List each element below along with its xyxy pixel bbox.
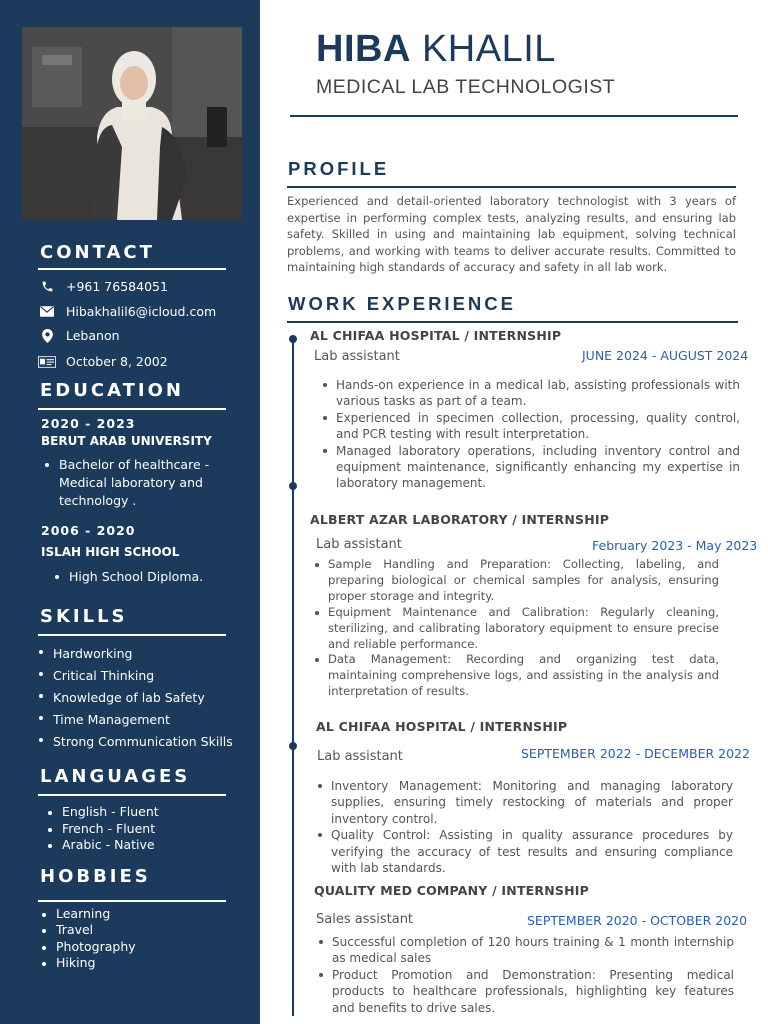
job-company: QUALITY MED COMPANY / INTERNSHIP — [314, 883, 589, 898]
job-dates: JUNE 2024 - AUGUST 2024 — [582, 348, 749, 363]
list-item: Inventory Management: Monitoring and managing laboratory supplies, ensuring timely restocking of materials and proper inventory control. — [317, 778, 733, 827]
list-item: Photography — [42, 939, 222, 955]
phone-icon — [38, 280, 56, 294]
list-item: Hiking — [42, 955, 222, 971]
contact-divider — [38, 268, 226, 270]
location-pin-icon — [38, 329, 56, 343]
list-item: French - Fluent — [48, 821, 228, 838]
profile-divider — [287, 186, 736, 188]
education-years: 2006 - 2020 — [41, 523, 136, 538]
full-name — [316, 28, 556, 71]
main-content — [260, 0, 768, 1024]
contact-email — [38, 304, 216, 319]
job-title: MEDICAL LAB TECHNOLOGIST — [316, 76, 616, 98]
list-item: Sample Handling and Preparation: Collecting, labeling, and preparing biological or chemical samples for analysis, ensuring proper storage and integrity. — [314, 557, 719, 605]
contact-heading: CONTACT — [40, 242, 155, 263]
education-heading: EDUCATION — [40, 380, 184, 401]
job-bullets — [314, 557, 719, 700]
list-item: Learning — [42, 906, 222, 922]
experience-heading: WORK EXPERIENCE — [288, 293, 516, 314]
list-item: Quality Control: Assisting in quality assurance procedures by verifying the accuracy of test results and ensuring compliance with lab standards. — [317, 827, 733, 876]
list-item: Hands-on experience in a medical lab, assisting professionals with various tasks as part of a team. — [322, 377, 740, 410]
list-item: Product Promotion and Demonstration: Presenting medical products to healthcare professionals, highlighting key features and benefits to drive sales. — [318, 967, 734, 1016]
birthdate-text: October 8, 2002 — [66, 354, 168, 369]
job-dates: SEPTEMBER 2020 - OCTOBER 2020 — [527, 913, 748, 928]
contact-location — [38, 328, 120, 343]
profile-heading: PROFILE — [288, 158, 390, 179]
hobbies-list — [42, 906, 222, 971]
header-divider — [290, 115, 738, 117]
list-item: Critical Thinking — [39, 665, 239, 687]
job-dates: SEPTEMBER 2022 - DECEMBER 2022 — [521, 746, 750, 761]
email-text[interactable]: Hibakhalil6@icloud.com — [66, 304, 217, 319]
list-item: High School Diploma. — [55, 568, 225, 586]
education-details — [55, 568, 225, 586]
job-role: Sales assistant — [316, 912, 414, 927]
hobbies-divider — [38, 900, 226, 902]
job-bullets — [318, 934, 734, 1016]
skills-divider — [38, 634, 226, 636]
contact-birthdate — [38, 354, 168, 369]
education-school: ISLAH HIGH SCHOOL — [41, 545, 180, 559]
last-name: KHALIL — [421, 28, 556, 70]
languages-list — [48, 804, 228, 854]
contact-phone — [38, 279, 168, 294]
education-divider — [38, 408, 226, 410]
job-role: Lab assistant — [316, 537, 402, 552]
email-icon — [38, 305, 56, 319]
job-company: AL CHIFAA HOSPITAL / INTERNSHIP — [310, 328, 562, 343]
job-bullets — [317, 778, 733, 876]
id-card-icon — [38, 355, 56, 369]
list-item: Knowledge of lab Safety — [39, 687, 239, 709]
skills-heading: SKILLS — [40, 606, 128, 627]
list-item: Equipment Maintenance and Calibration: Regularly cleaning, sterilizing, and calibrating laboratory equipment to ensure precise and reliable performance. — [314, 605, 719, 653]
job-dates: February 2023 - May 2023 — [592, 538, 758, 553]
list-item: Experienced in specimen collection, processing, quality control, and PCR testing with result interpretation. — [322, 410, 740, 443]
education-years: 2020 - 2023 — [41, 416, 136, 431]
experience-timeline — [292, 338, 294, 1016]
languages-divider — [38, 794, 226, 796]
phone-text[interactable]: +961 76584051 — [66, 279, 168, 294]
timeline-dot — [289, 335, 297, 343]
experience-divider — [287, 321, 738, 323]
timeline-dot — [289, 742, 297, 750]
list-item: English - Fluent — [48, 804, 228, 821]
list-item: Data Management: Recording and organizing test data, maintaining comprehensive logs, and assisting in the analysis and interpretation of results. — [314, 652, 719, 700]
timeline-dot — [289, 482, 297, 490]
languages-heading: LANGUAGES — [40, 766, 191, 787]
list-item: Hardworking — [39, 643, 239, 665]
skills-list — [39, 643, 239, 753]
list-item: Time Management — [39, 709, 239, 731]
education-school: BERUT ARAB UNIVERSITY — [41, 434, 212, 448]
profile-summary: Experienced and detail-oriented laboratory technologist with 3 years of expertise in performing complex tests, analyzing results, and ensuring lab safety. Skilled in using and maintaining lab equipment, solving technical problems, and working with teams to deliver accurate results. Committed to maintaining high standards of accuracy and safety in all lab work. — [287, 194, 736, 275]
job-company: ALBERT AZAR LABORATORY / INTERNSHIP — [310, 512, 610, 527]
list-item: Strong Communication Skills — [39, 731, 239, 753]
location-text: Lebanon — [66, 328, 120, 343]
list-item: Bachelor of healthcare - Medical laboratory and technology . — [45, 456, 215, 510]
hobbies-heading: HOBBIES — [40, 866, 151, 887]
list-item: Arabic - Native — [48, 837, 228, 854]
job-role: Lab assistant — [314, 349, 400, 364]
job-company: AL CHIFAA HOSPITAL / INTERNSHIP — [316, 719, 568, 734]
job-bullets — [322, 377, 740, 492]
first-name: HIBA — [316, 28, 411, 70]
sidebar — [0, 0, 260, 1024]
list-item: Managed laboratory operations, including inventory control and equipment maintenance, significantly enhancing my expertise in laboratory management. — [322, 443, 740, 492]
profile-photo — [22, 27, 242, 220]
list-item: Successful completion of 120 hours training & 1 month internship as medical sales — [318, 934, 734, 967]
list-item: Travel — [42, 922, 222, 938]
education-details — [45, 456, 215, 510]
job-role: Lab assistant — [317, 749, 403, 764]
